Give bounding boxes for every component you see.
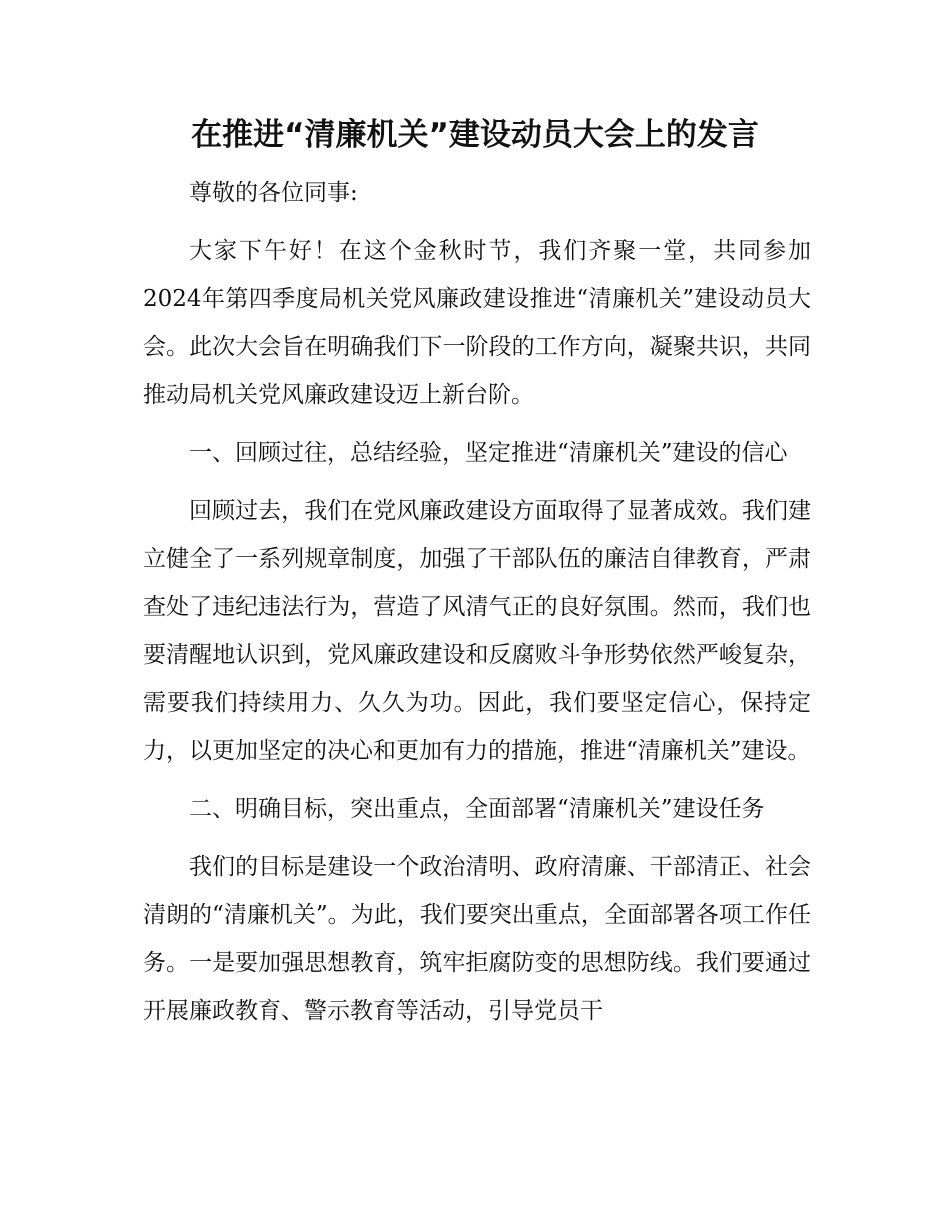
salutation-paragraph: 尊敬的各位同事:	[189, 180, 358, 206]
document-body	[143, 169, 811, 1045]
goals-paragraph: 我们的目标是建设一个政治清明、政府清廉、干部清正、社会清朗的“清廉机关”。为此，我们要突出重点，全面部署各项工作任务。一是要加强思想教育，筑牢拒腐防变的思想防线。我们要通过开展廉政教育、警示教育等活动，引导党员干	[143, 854, 811, 1024]
section-heading-2: 二、明确目标，突出重点，全面部署“清廉机关”建设任务	[189, 796, 765, 822]
review-paragraph: 回顾过去，我们在党风廉政建设方面取得了显著成效。我们建立健全了一系列规章制度，加强了干部队伍的廉洁自律教育，严肃查处了违纪违法行为，营造了风清气正的良好氛围。然而，我们也要清醒地认识到，党风廉政建设和反腐败斗争形势依然严峻复杂，需要我们持续用力、久久为功。因此，我们要坚定信心，保持定力，以更加坚定的决心和更加有力的措施，推进“清廉机关”建设。	[143, 498, 811, 764]
section-heading-1: 一、回顾过往，总结经验，坚定推进“清廉机关”建设的信心	[189, 440, 788, 466]
opening-paragraph: 大家下午好！在这个金秋时节，我们齐聚一堂，共同参加2024年第四季度局机关党风廉政建设推进“清廉机关”建设动员大会。此次大会旨在明确我们下一阶段的工作方向，凝聚共识，共同推动局机关党风廉政建设迈上新台阶。	[143, 238, 811, 408]
document-title: 在推进“清廉机关”建设动员大会上的发言	[191, 117, 759, 153]
